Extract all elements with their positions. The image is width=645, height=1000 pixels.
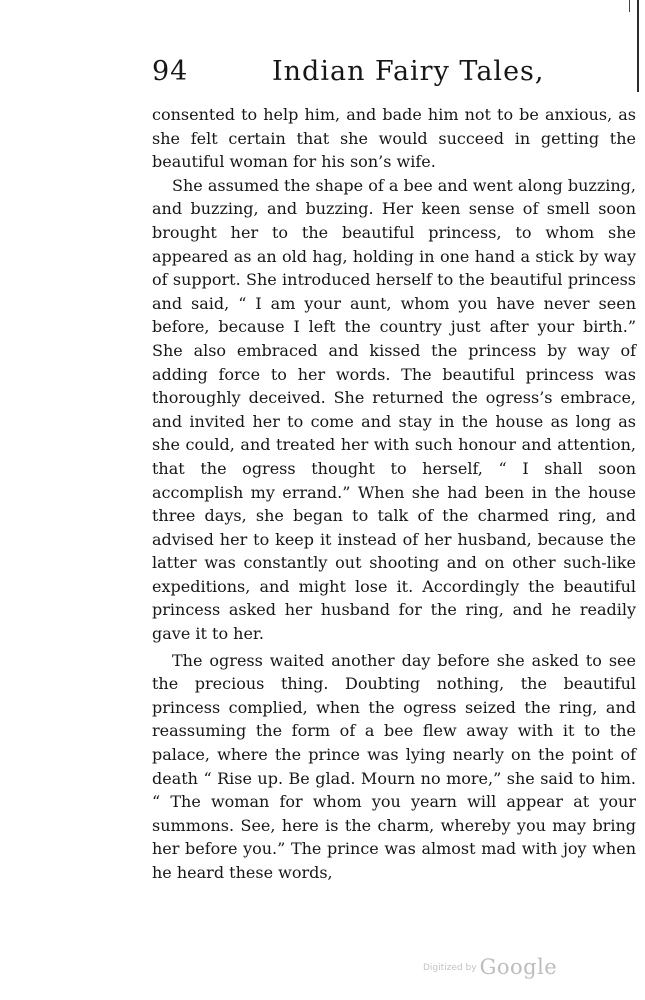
watermark-prefix: Digitized by: [423, 963, 477, 973]
digitized-watermark: [423, 955, 557, 979]
body-text: [152, 103, 636, 885]
google-logo-text: Google: [479, 955, 558, 979]
page-number: 94: [152, 56, 189, 87]
paragraph-2: She assumed the shape of a bee and went along buzzing, and buzzing, and buzzing. Her keen sense of smell soon brought her to the beautiful princess, to whom she appeared as an old hag, holding in one hand a stick by way of support. She introduced herself to the beautiful princess and said, “ I am your aunt, whom you have never seen before, because I left the country just after your birth.” She also embraced and kissed the princess by way of adding force to her words. The beautiful princess was thoroughly deceived. She returned the ogress’s embrace, and invited her to come and stay in the house as long as she could, and treated her with such honour and attention, that the ogress thought to herself, “ I shall soon accomplish my errand.” When she had been in the house three days, she began to talk of the charmed ring, and advised her to keep it instead of her husband, because the latter was constantly out shooting and on other such-like expeditions, and might lose it. Accordingly the beautiful princess asked her husband for the ring, and he readily gave it to her.: [152, 175, 636, 644]
paragraph-3: The ogress waited another day before she asked to see the precious thing. Doubting nothing, the beautiful princess complied, when the ogress seized the ring, and reassuming the form of a bee flew away with it to the palace, where the prince was lying nearly on the point of death “ Rise up. Be glad. Mourn no more,” she said to him. “ The woman for whom you yearn will appear at your summons. See, here is the charm, whereby you may bring her before you.” The prince was almost mad with joy when he heard these words,: [152, 650, 636, 882]
paragraph-1: consented to help him, and bade him not to be anxious, as she felt certain that she would succeed in getting the beautiful woman for his son’s wife.: [152, 105, 636, 172]
page-edge-tick: [629, 0, 630, 12]
running-title: Indian Fairy Tales,: [272, 56, 545, 87]
page-edge-line: [637, 0, 639, 92]
page-header: [152, 56, 636, 96]
